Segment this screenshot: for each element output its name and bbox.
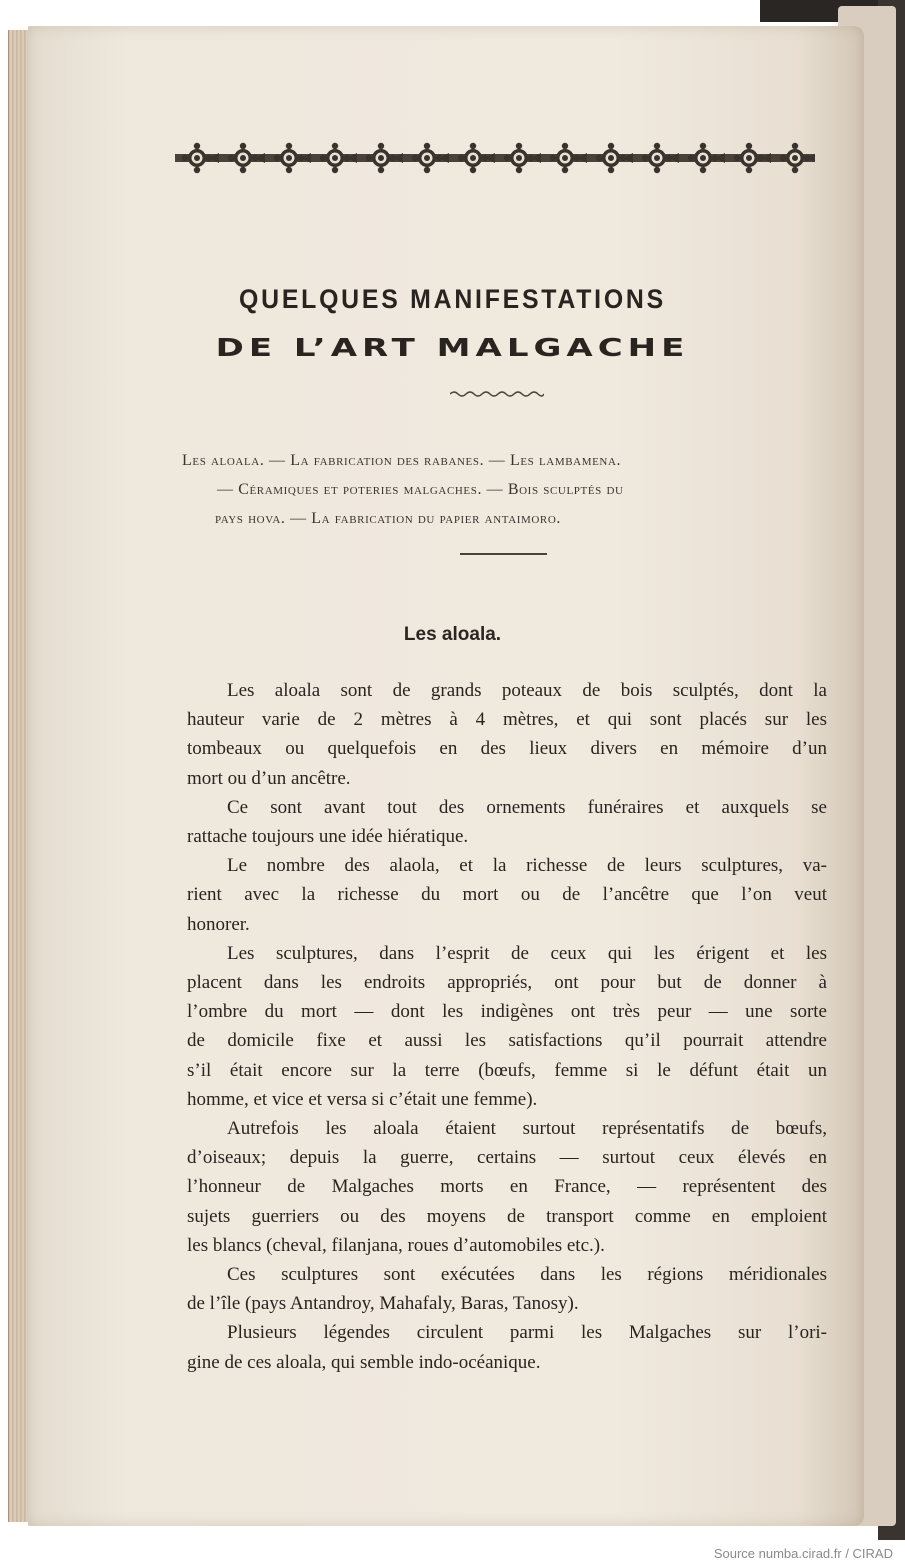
summary-line: Les aloala. — La fabrication des rabanes. — Les lambamena. [182, 452, 622, 469]
summary-line: — Céramiques et poteries malgaches. — Bois sculptés du [217, 481, 624, 498]
text-line: de l’île (pays Antandroy, Mahafaly, Baras, Tanosy). [187, 1293, 579, 1315]
text-line: placent dans les endroits appropriés, ont pour but de donner à [187, 972, 827, 994]
text-line: mort ou d’un ancêtre. [187, 767, 351, 789]
text-line: l’honneur de Malgaches morts en France, — représentent des [187, 1176, 827, 1198]
section-divider [460, 553, 547, 555]
chapter-title-line-2: DE L’ART MALGACHE [215, 333, 690, 363]
body-text [187, 676, 827, 1377]
text-line: Les sculptures, dans l’esprit de ceux qui les érigent et les [227, 942, 827, 964]
source-credit: Source numba.cirad.fr / CIRAD [713, 1546, 893, 1561]
text-line: Les aloala sont de grands poteaux de bois sculptés, dont la [227, 680, 827, 701]
text-line: Le nombre des alaola, et la richesse de leurs sculptures, va- [227, 855, 827, 877]
text-line: s’il était encore sur la terre (bœufs, femme si le défunt était un [187, 1059, 827, 1081]
text-line: homme, et vice et versa si c’était une femme). [187, 1088, 538, 1110]
text-line: gine de ces aloala, qui semble indo-océanique. [187, 1351, 541, 1373]
text-line: sujets guerriers ou des moyens de transport comme en emploient [187, 1205, 827, 1227]
text-line: Plusieurs légendes circulent parmi les Malgaches sur l’ori- [227, 1322, 827, 1344]
text-line: de domicile fixe et aussi les satisfactions qu’il pourrait attendre [187, 1030, 827, 1052]
chapter-summary [182, 446, 827, 533]
section-title: Les aloala. [403, 624, 502, 645]
title-flourish [450, 389, 544, 399]
text-line: Autrefois les aloala étaient surtout représentatifs de bœufs, [227, 1118, 827, 1140]
text-line: Ces sculptures sont exécutées dans les régions méridionales [227, 1264, 827, 1286]
text-line: honorer. [187, 913, 250, 935]
text-line: l’ombre du mort — dont les indigènes ont très peur — une sorte [187, 1001, 827, 1023]
decorative-ornament-band [175, 140, 815, 176]
summary-line: pays hova. — La fabrication du papier antaimoro. [215, 510, 562, 527]
text-line: Ce sont avant tout des ornements funéraires et auxquels se [227, 796, 827, 818]
text-line: d’oiseaux; depuis la guerre, certains — surtout ceux élevés en [187, 1147, 827, 1169]
text-line: les blancs (cheval, filanjana, roues d’automobiles etc.). [187, 1234, 605, 1256]
text-line: tombeaux ou quelquefois en des lieux divers en mémoire d’un [187, 738, 827, 760]
text-line: rient avec la richesse du mort ou de l’ancêtre que l’on veut [187, 884, 827, 906]
text-line: hauteur varie de 2 mètres à 4 mètres, et qui sont placés sur les [187, 709, 827, 731]
chapter-title-line-1: QUELQUES MANIFESTATIONS [239, 284, 666, 314]
text-line: rattache toujours une idée hiératique. [187, 826, 469, 848]
